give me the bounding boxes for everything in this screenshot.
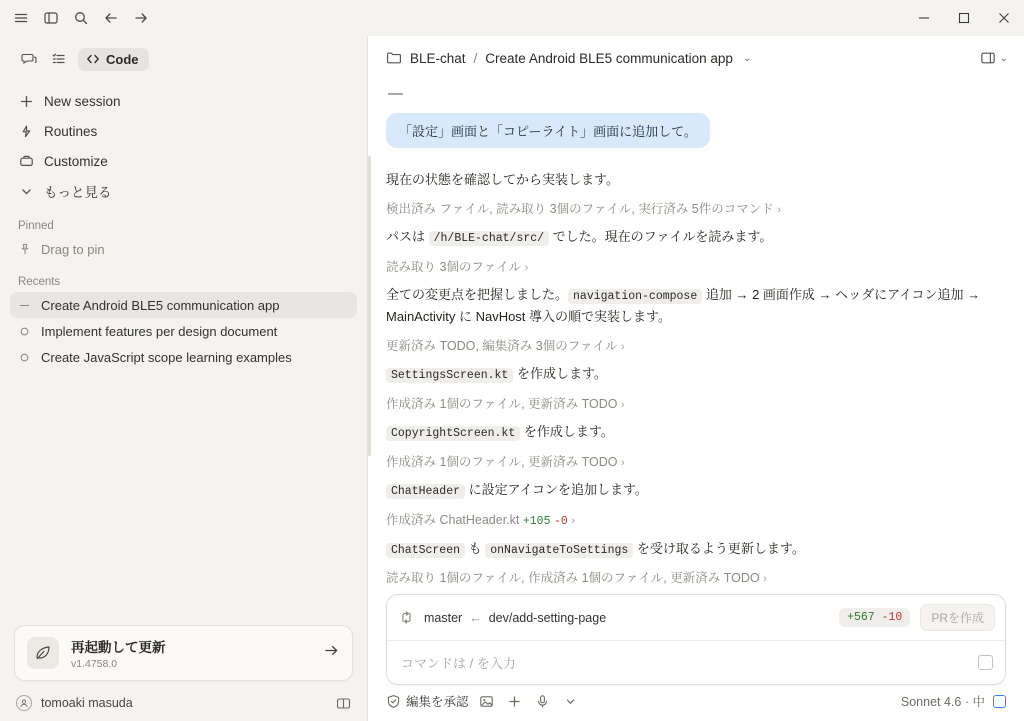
- sidebar-item-label: Routines: [44, 123, 98, 139]
- command-input[interactable]: コマンドは / を入力: [401, 656, 516, 671]
- assistant-line: [386, 539, 1006, 560]
- composer-input-row[interactable]: [387, 641, 1005, 684]
- user-avatar-icon: [16, 695, 32, 711]
- arrow-right-icon[interactable]: [323, 642, 340, 664]
- tool-summary-row[interactable]: [386, 199, 1006, 220]
- chevron-right-icon: ›: [620, 398, 625, 411]
- chevron-down-icon: [18, 183, 34, 199]
- assistant-line: [386, 422, 1006, 443]
- leaf-icon: [27, 637, 59, 669]
- recent-item-label: Create JavaScript scope learning examples: [41, 349, 292, 365]
- routines-icon: [18, 123, 34, 139]
- tool-diff-row[interactable]: [386, 510, 1006, 531]
- update-title: 再起動して更新: [71, 640, 166, 655]
- user-name: tomoaki masuda: [41, 696, 133, 710]
- pinned-empty-label: Drag to pin: [41, 241, 105, 257]
- collapse-toggle[interactable]: —: [388, 85, 403, 102]
- recent-item-design-doc[interactable]: [10, 318, 357, 344]
- sidebar-bottom: [0, 615, 367, 687]
- main-header: [368, 36, 1024, 80]
- model-separator: ·: [964, 695, 969, 709]
- assistant-line: [386, 285, 1006, 327]
- sidebar-item-customize[interactable]: [10, 146, 357, 176]
- breadcrumb-project[interactable]: BLE-chat: [410, 50, 466, 66]
- model-selector[interactable]: [901, 692, 985, 710]
- composer: [386, 594, 1006, 685]
- sidebar: [0, 36, 368, 721]
- sidebar-item-new-session[interactable]: [10, 86, 357, 116]
- breadcrumb-separator: /: [473, 50, 478, 66]
- close-button[interactable]: [984, 0, 1024, 36]
- chevron-right-icon: ›: [620, 340, 625, 353]
- plus-icon: [18, 93, 34, 109]
- inline-code: CopyrightScreen.kt: [386, 426, 520, 441]
- pinned-section-label: Pinned: [18, 220, 54, 232]
- session-dot-icon: [18, 325, 31, 338]
- text-part: も: [465, 540, 486, 556]
- approve-edits-button[interactable]: [386, 692, 469, 710]
- split-panel-icon[interactable]: [980, 50, 996, 66]
- hamburger-icon[interactable]: [6, 4, 36, 32]
- diff-removed-count: -0: [553, 514, 568, 528]
- base-branch-label: master: [424, 610, 463, 625]
- minimize-button[interactable]: [904, 0, 944, 36]
- window-body: [0, 36, 1024, 721]
- tool-summary-label: 作成済み 1個のファイル, 更新済み TODO: [386, 396, 618, 411]
- text-part: を受け取るよう更新します。: [633, 540, 805, 556]
- pinned-empty-hint: [10, 236, 357, 262]
- model-name: Sonnet 4.6: [900, 695, 962, 709]
- sidebar-item-label: もっと見る: [44, 185, 112, 200]
- user-row[interactable]: [0, 687, 367, 721]
- text-part: を作成します。: [520, 424, 614, 440]
- maximize-button[interactable]: [944, 0, 984, 36]
- code-pill-label: Code: [106, 51, 139, 67]
- main-panel: [368, 36, 1024, 721]
- sidebar-toggle-icon[interactable]: [36, 4, 66, 32]
- pin-icon: [18, 243, 31, 256]
- inline-code: navigation-compose: [568, 289, 702, 304]
- microphone-icon[interactable]: [533, 691, 553, 711]
- send-square-icon[interactable]: [993, 695, 1006, 708]
- assistant-line: [386, 227, 1006, 248]
- text-part: 追加 → 2 画面作成 → ヘッダにアイコン追加 → MainActivity に NavHost 導入の順で実装します。: [386, 287, 981, 324]
- inline-code: ChatScreen: [386, 543, 465, 558]
- assistant-line: [386, 480, 1006, 501]
- recent-item-ble5-app[interactable]: [10, 292, 357, 318]
- inline-code: /h/BLE-chat/src/: [429, 231, 549, 246]
- tool-summary-label: 検出済み ファイル, 読み取り 3個のファイル, 実行済み 5件のコマンド: [386, 201, 774, 216]
- sidebar-item-show-more[interactable]: [10, 176, 357, 206]
- back-icon[interactable]: [96, 4, 126, 32]
- chevron-down-icon[interactable]: ⌄: [742, 52, 752, 64]
- conversation-thread: [368, 80, 1024, 586]
- composer-wrap: [368, 586, 1024, 685]
- stop-square-icon[interactable]: [978, 655, 993, 670]
- tool-summary-label: 読み取り 3個のファイル: [386, 259, 522, 274]
- branch-compare-icon: [399, 610, 414, 625]
- tool-summary-label: 読み取り 1個のファイル, 作成済み 1個のファイル, 更新済み TODO: [386, 571, 760, 586]
- folder-icon: [386, 50, 402, 66]
- chevron-down-icon[interactable]: [561, 691, 581, 711]
- header-right-controls[interactable]: [980, 50, 1008, 66]
- breadcrumb-session-title[interactable]: Create Android BLE5 communication app: [485, 50, 733, 66]
- text-part: でした。現在のファイルを読みます。: [549, 229, 773, 245]
- create-pr-button[interactable]: PRを作成: [920, 604, 995, 631]
- tool-summary-row[interactable]: [386, 568, 1006, 586]
- diff-added-count: +567: [847, 611, 875, 624]
- text-part: パスは: [386, 229, 429, 245]
- tool-summary-row[interactable]: [386, 257, 1006, 278]
- sidebar-nav: [0, 78, 367, 206]
- restart-update-card[interactable]: [14, 625, 353, 681]
- user-message-bubble: 「設定」画面と「コピーライト」画面に追加して。: [386, 113, 710, 148]
- update-version: v1.4758.0: [71, 658, 118, 670]
- diff-removed-count: -10: [881, 611, 903, 624]
- session-dot-icon: [18, 351, 31, 364]
- model-extra: 中: [972, 695, 985, 709]
- check-shield-icon: [386, 694, 401, 709]
- diff-added-count: +105: [522, 514, 551, 528]
- sidebar-item-routines[interactable]: [10, 116, 357, 146]
- recent-item-label: Implement features per design document: [41, 323, 278, 339]
- inline-code: onNavigateToSettings: [485, 543, 633, 558]
- chevron-right-icon: ›: [763, 573, 767, 586]
- chevron-right-icon: ›: [571, 514, 575, 527]
- sidebar-item-label: Customize: [44, 153, 108, 169]
- code-mode-pill[interactable]: [78, 48, 149, 71]
- panel-layout-icon[interactable]: [336, 696, 351, 711]
- search-icon[interactable]: [66, 4, 96, 32]
- forward-icon[interactable]: [126, 4, 156, 32]
- recent-item-js-scope[interactable]: [10, 344, 357, 370]
- recents-list: [0, 292, 367, 370]
- task-list-icon[interactable]: [46, 46, 72, 72]
- session-dot-icon: [18, 299, 31, 312]
- chevron-right-icon: ›: [777, 203, 781, 216]
- image-icon[interactable]: [477, 691, 497, 711]
- chevron-right-icon: ›: [620, 456, 625, 469]
- chevron-right-icon: ›: [524, 261, 529, 274]
- recent-item-label: Create Android BLE5 communication app: [41, 297, 280, 313]
- branch-text: [424, 611, 606, 625]
- update-texts: [71, 636, 311, 670]
- branch-arrow: ←: [469, 610, 482, 625]
- tool-summary-row[interactable]: [386, 394, 1006, 415]
- diff-stat-badge: [839, 608, 910, 627]
- code-brackets-icon: [86, 52, 100, 66]
- assistant-line: 現在の状態を確認してから実装します。: [386, 172, 619, 187]
- pinned-list: [0, 236, 367, 262]
- branch-row[interactable]: [387, 595, 1005, 641]
- plus-icon[interactable]: [505, 691, 525, 711]
- inline-code: SettingsScreen.kt: [386, 368, 513, 383]
- approve-edits-label: 編集を承認: [406, 695, 469, 709]
- text-part: を作成します。: [513, 366, 607, 382]
- chats-icon[interactable]: [16, 46, 42, 72]
- composer-toolbar: [368, 685, 1024, 721]
- title-bar: [0, 0, 1024, 36]
- header-chevron-down-icon[interactable]: ⌄: [999, 52, 1008, 64]
- sidebar-mode-switcher: [0, 36, 367, 78]
- assistant-line: [386, 364, 1006, 385]
- sidebar-item-label: New session: [44, 93, 121, 109]
- customize-icon: [18, 153, 34, 169]
- head-branch-label: dev/add-setting-page: [488, 610, 607, 625]
- inline-code: ChatHeader: [386, 484, 465, 499]
- tool-summary-row[interactable]: [386, 336, 1006, 357]
- tool-summary-label: 作成済み 1個のファイル, 更新済み TODO: [386, 454, 618, 469]
- tool-summary-row[interactable]: [386, 452, 1006, 473]
- tool-diff-label: 作成済み ChatHeader.kt: [386, 512, 520, 527]
- conversation-scrollbar[interactable]: [368, 156, 371, 456]
- text-part: 全ての変更点を把握しました。: [386, 287, 569, 303]
- tool-summary-label: 更新済み TODO, 編集済み 3個のファイル: [386, 338, 618, 353]
- text-part: に設定アイコンを追加します。: [465, 482, 648, 498]
- recents-section-label: Recents: [18, 276, 61, 288]
